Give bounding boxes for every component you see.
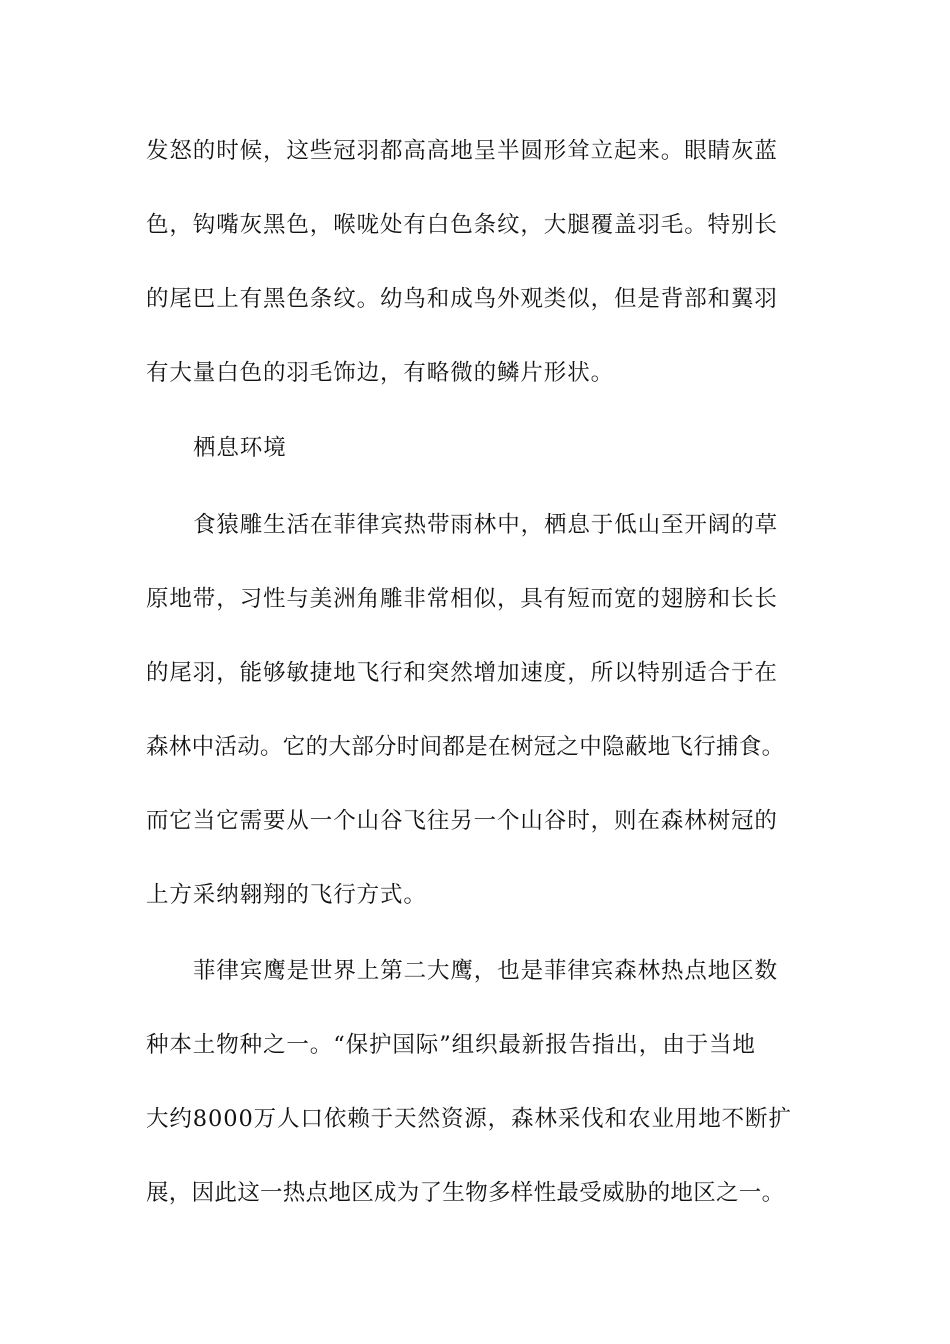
text-line: 展，因此这一热点地区成为了生物多样性最受威胁的地区之一。 <box>146 1180 785 1206</box>
text-line: 而它当它需要从一个山谷飞往另一个山谷时，则在森林树冠的 <box>146 808 778 834</box>
text-line: 发怒的时候，这些冠羽都高高地呈半圆形耸立起来。眼睛灰蓝 <box>146 138 778 164</box>
text-line: 菲律宾鹰是世界上第二大鹰，也是菲律宾森林热点地区数 <box>193 958 779 984</box>
text-line: 森林中活动。它的大部分时间都是在树冠之中隐蔽地飞行捕食。 <box>146 734 785 760</box>
section-heading: 栖息环境 <box>193 435 287 461</box>
text-line: 的尾巴上有黑色条纹。幼鸟和成鸟外观类似，但是背部和翼羽 <box>146 286 778 312</box>
text-line: 原地带，习性与美洲角雕非常相似，具有短而宽的翅膀和长长 <box>146 586 778 612</box>
text-line: 色，钩嘴灰黑色，喉咙处有白色条纹，大腿覆盖羽毛。特别长 <box>146 212 778 238</box>
text-line: 上方采纳翱翔的飞行方式。 <box>146 882 427 908</box>
text-line: 有大量白色的羽毛饰边，有略微的鳞片形状。 <box>146 360 615 386</box>
text-line: 大约8000万人口依赖于天然资源，森林采伐和农业用地不断扩 <box>146 1106 792 1132</box>
text-line: 的尾羽，能够敏捷地飞行和突然增加速度，所以特别适合于在 <box>146 660 778 686</box>
text-line: 种本土物种之一。“保护国际”组织最新报告指出，由于当地 <box>146 1032 756 1058</box>
text-line: 食猿雕生活在菲律宾热带雨林中，栖息于低山至开阔的草 <box>193 512 779 538</box>
